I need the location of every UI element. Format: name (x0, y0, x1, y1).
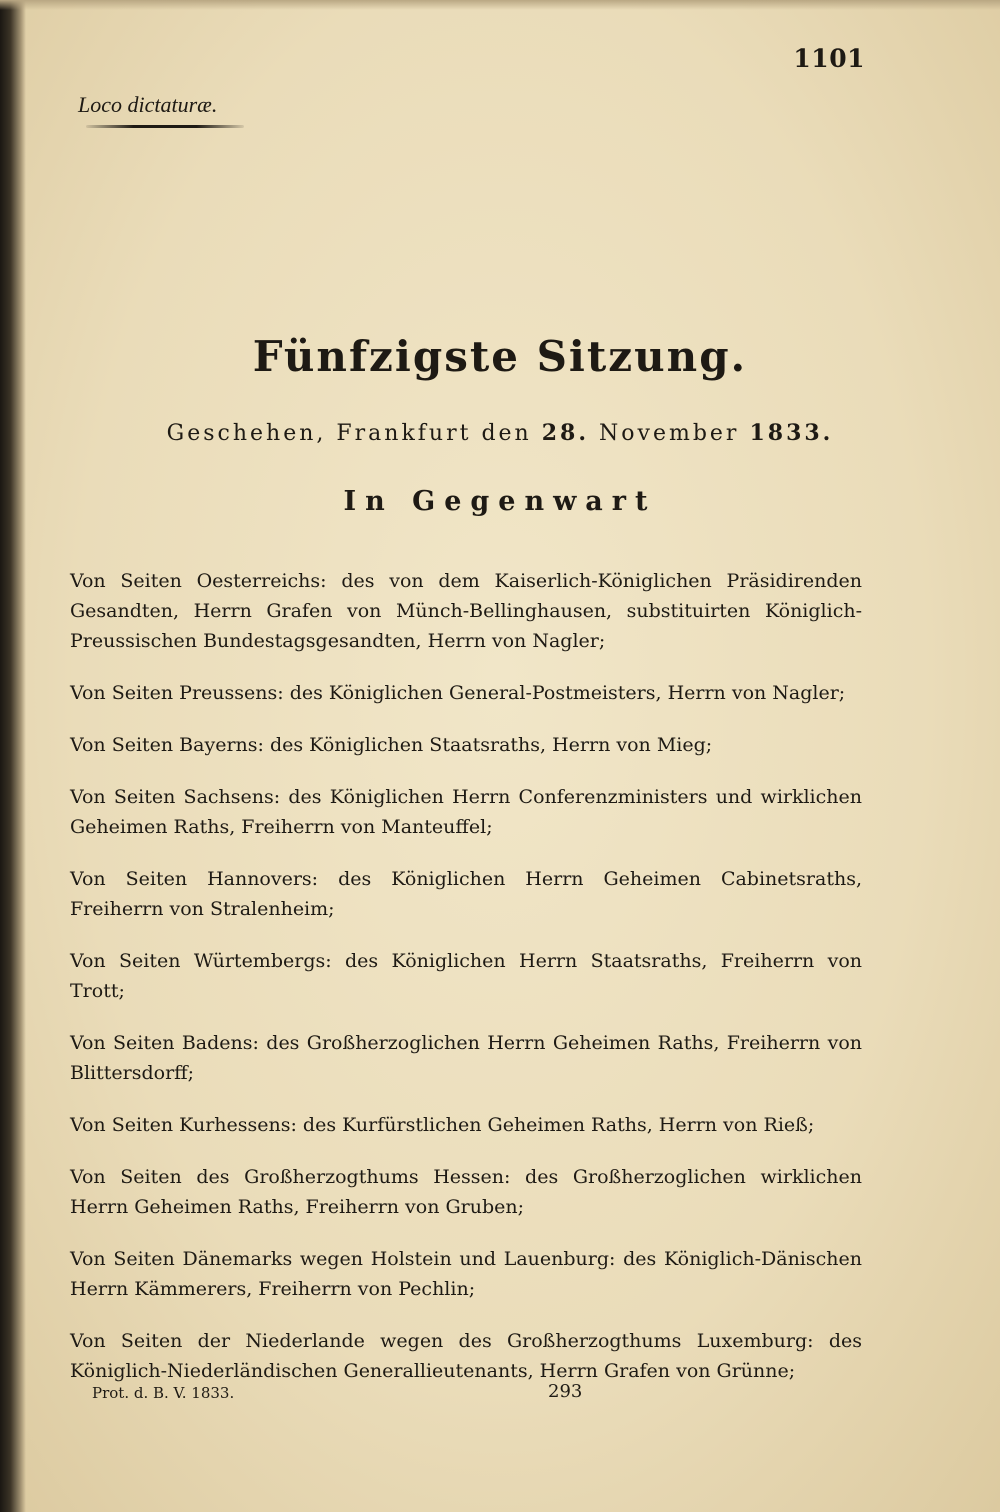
date-line (0, 420, 1000, 446)
page-top-edge (0, 0, 1000, 10)
attendance-entry-sachsen: Von Seiten Sachsens: des Königlichen Herrn Conferenzministers und wirklichen Geheimen Raths, Freiherrn von Manteuffel; (70, 786, 862, 838)
date-month: November (599, 421, 740, 446)
footer-imprint: Prot. d. B. V. 1833. (92, 1384, 235, 1402)
margin-note: Loco dictaturæ. (78, 92, 218, 117)
attendance-entry-oesterreich: Von Seiten Oesterreichs: des von dem Kaiserlich-Königlichen Präsidirenden Gesandten, Herrn Grafen von Münch-Bellinghausen, substituirten Königlich-Preussischen Bundestagsgesandten, Herrn von Nagler; (70, 570, 862, 652)
date-prefix: Geschehen, Frankfurt den (166, 421, 532, 446)
attendance-entry-niederlande: Von Seiten der Niederlande wegen des Großherzogthums Luxemburg: des Königlich-Niederländischen Generallieutenants, Herrn Grafen von Grünne; (70, 1330, 862, 1382)
page-binding-edge (0, 0, 26, 1512)
session-title: Fünfzigste Sitzung. (252, 332, 748, 381)
attendance-list (70, 566, 862, 1408)
attendance-entry-hannover: Von Seiten Hannovers: des Königlichen Herrn Geheimen Cabinetsraths, Freiherrn von Stralenheim; (70, 868, 862, 920)
attendance-entry-baden: Von Seiten Badens: des Großherzoglichen Herrn Geheimen Raths, Freiherrn von Blittersdorff; (70, 1032, 862, 1084)
attendance-entry-hessen: Von Seiten des Großherzogthums Hessen: des Großherzoglichen wirklichen Herrn Geheimen Raths, Freiherrn von Gruben; (70, 1166, 862, 1218)
attendance-entry-daenemark: Von Seiten Dänemarks wegen Holstein und Lauenburg: des Königlich-Dänischen Herrn Kämmerers, Freiherrn von Pechlin; (70, 1248, 862, 1300)
margin-note-flourish (86, 125, 244, 128)
attendance-entry-bayern: Von Seiten Bayerns: des Königlichen Staatsraths, Herrn von Mieg; (70, 734, 713, 756)
footer-signature: 293 (548, 1381, 583, 1402)
page-number: 1101 (793, 44, 865, 73)
date-year: 1833. (749, 420, 834, 446)
date-day: 28. (541, 420, 590, 446)
attendance-entry-wuertemberg: Von Seiten Würtembergs: des Königlichen Herrn Staatsraths, Freiherrn von Trott; (70, 950, 862, 1002)
presence-heading: In Gegenwart (343, 486, 657, 517)
attendance-entry-preussen: Von Seiten Preussens: des Königlichen General-Postmeisters, Herrn von Nagler; (70, 682, 846, 704)
attendance-entry-kurhessen: Von Seiten Kurhessens: des Kurfürstlichen Geheimen Raths, Herrn von Rieß; (70, 1114, 815, 1136)
